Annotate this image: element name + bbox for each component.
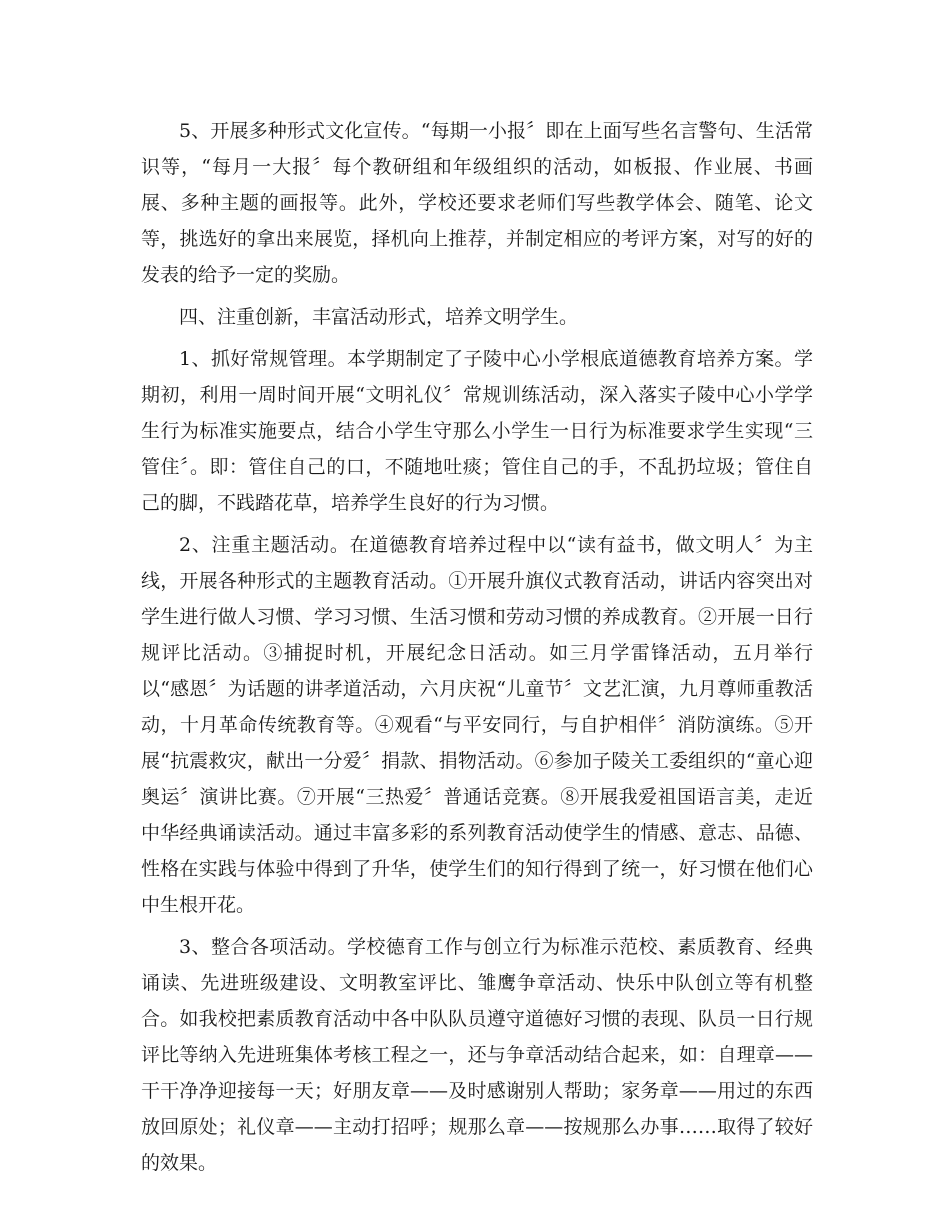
paragraph-routine-management: 1、抓好常规管理。本学期制定了子陵中心小学根底道德教育培养方案。学期初，利用一周时间开展“文明礼仪〞常规训练活动，深入落实子陵中心小学学生行为标准实施要点，结合小学生守那么小学生一日行为标准要求学生实现“三管住〞。即：管住自己的口，不随地吐痰；管住自己的手，不乱扔垃圾；管住自己的脚，不践踏花草，培养学生良好的行为习惯。 [141, 348, 813, 514]
paragraph-theme-activities: 2、注重主题活动。在道德教育培养过程中以“读有益书，做文明人〞为主线，开展各种形式的主题教育活动。①开展升旗仪式教育活动，讲话内容突出对学生进行做人习惯、学习习惯、生活习惯和劳动习惯的养成教育。②开展一日行规评比活动。③捕捉时机，开展纪念日活动。如三月学雷锋活动，五月举行以“感恩〞为话题的讲孝道活动，六月庆祝“儿童节〞文艺汇演，九月尊师重教活动，十月革命传统教育等。④观看“与平安同行，与自护相伴〞消防演练。⑤开展“抗震救灾，献出一分爱〞捐款、捐物活动。⑥参加子陵关工委组织的“童心迎奥运〞演讲比赛。⑦开展“三热爱〞普通话竞赛。⑧开展我爱祖国语言美，走近中华经典诵读活动。通过丰富多彩的系列教育活动使学生的情感、意志、品德、性格在实践与体验中得到了升华，使学生们的知行得到了统一，好习惯在他们心中生根开花。 [141, 534, 813, 916]
paragraph-integrate-activities: 3、整合各项活动。学校德育工作与创立行为标准示范校、素质教育、经典诵读、先进班级建设、文明教室评比、雏鹰争章活动、快乐中队创立等有机整合。如我校把素质教育活动中各中队队员遵守道德好习惯的表现、队员一日行规评比等纳入先进班集体考核工程之一，还与争章活动结合起来，如：自理章——干干净净迎接每一天；好朋友章——及时感谢别人帮助；家务章——用过的东西放回原处；礼仪章——主动打招呼；规那么章——按规那么办事……取得了较好的效果。 [141, 936, 813, 1174]
document-body [141, 113, 813, 1187]
paragraph-culture-promotion: 5、开展多种形式文化宣传。“每期一小报〞即在上面写些名言警句、生活常识等，“每月一大报〞每个教研组和年级组织的活动，如板报、作业展、书画展、多种主题的画报等。此外，学校还要求老师们写些教学体会、随笔、论文等，挑选好的拿出来展览，择机向上推荐，并制定相应的考评方案，对写的好的发表的给予一定的奖励。 [141, 120, 813, 286]
section-heading-innovation: 四、注重创新，丰富活动形式，培养文明学生。 [179, 306, 579, 328]
